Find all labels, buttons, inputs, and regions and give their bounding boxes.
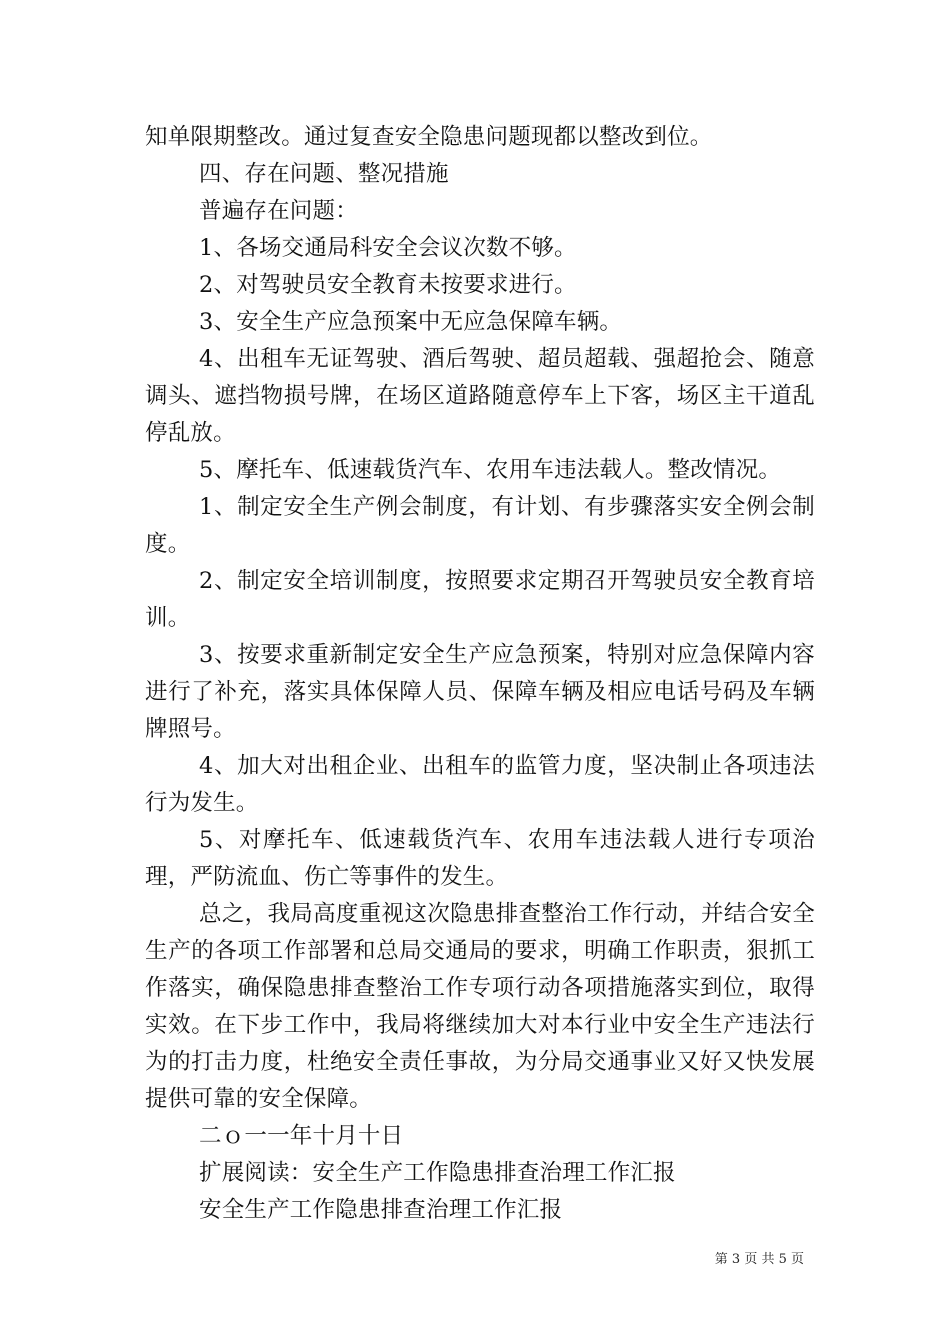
paragraph-6: 3、安全生产应急预案中无应急保障车辆。	[199, 309, 623, 335]
document-body	[145, 119, 815, 1229]
paragraph-10: 2、制定安全培训制度，按照要求定期召开驾驶员安全教育培训。	[145, 568, 815, 631]
extended-reading: 扩展阅读：安全生产工作隐患排查治理工作汇报	[199, 1160, 676, 1186]
paragraph-1: 知单限期整改。通过复查安全隐患问题现都以整改到位。	[145, 124, 713, 150]
paragraph-9: 1、制定安全生产例会制度，有计划、有步骤落实安全例会制度。	[145, 494, 815, 557]
paragraph-7: 4、出租车无证驾驶、酒后驾驶、超员超载、强超抢会、随意调头、遮挡物损号牌，在场区道路随意停车上下客，场区主干道乱停乱放。	[145, 346, 815, 446]
paragraph-11: 3、按要求重新制定安全生产应急预案，特别对应急保障内容进行了补充，落实具体保障人员、保障车辆及相应电话号码及车辆牌照号。	[145, 642, 815, 742]
paragraph-14: 总之，我局高度重视这次隐患排查整治工作行动，并结合安全生产的各项工作部署和总局交通局的要求，明确工作职责，狠抓工作落实，确保隐患排查整治工作专项行动各项措施落实到位，取得实效。在下步工作中，我局将继续加大对本行业中安全生产违法行为的打击力度，杜绝安全责任事故，为分局交通事业又好又快发展提供可靠的安全保障。	[145, 901, 815, 1112]
paragraph-4: 1、各场交通局科安全会议次数不够。	[199, 235, 577, 261]
section-title: 安全生产工作隐患排查治理工作汇报	[199, 1197, 563, 1223]
paragraph-5: 2、对驾驶员安全教育未按要求进行。	[199, 272, 577, 298]
date-line: 二ｏ一一年十月十日	[199, 1123, 404, 1149]
paragraph-2: 四、存在问题、整况措施	[199, 161, 449, 187]
page-number: 第 3 页 共 5 页	[714, 1252, 804, 1267]
paragraph-8: 5、摩托车、低速载货汽车、农用车违法载人。整改情况。	[199, 457, 782, 483]
paragraph-12: 4、加大对出租企业、出租车的监管力度，坚决制止各项违法行为发生。	[145, 753, 815, 816]
paragraph-13: 5、对摩托车、低速载货汽车、农用车违法载人进行专项治理，严防流血、伤亡等事件的发生。	[145, 827, 815, 890]
paragraph-3: 普遍存在问题：	[199, 198, 358, 224]
